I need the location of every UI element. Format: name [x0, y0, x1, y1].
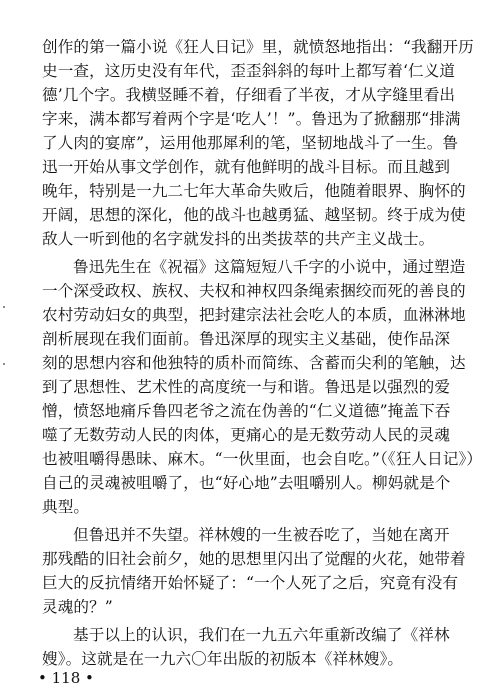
text-line: 灵魂的？”	[42, 598, 113, 616]
text-line: 噬了无数劳动人民的肉体，更痛心的是无数劳动人民的灵魂	[42, 426, 451, 444]
text-line: 德’几个字。我横竖睡不着，仔细看了半夜，才从字缝里看出	[42, 86, 456, 104]
text-line: 一个深受政权、族权、夫权和神权四条绳索捆绞而死的善良的	[42, 282, 466, 300]
text-line: 剖析展现在我们面前。鲁迅深厚的现实主义基础，使作品深	[42, 330, 451, 348]
scan-edge-mark	[3, 363, 5, 365]
text-line: 字来，满本都写着两个字是‘吃人’！”。鲁迅为了掀翻那“排满	[42, 110, 461, 128]
text-line: 典型。	[42, 498, 90, 516]
text-line: 开阔，思想的深化，他的战斗也越勇猛、越坚韧。终于成为使	[42, 206, 466, 224]
text-line: 自己的灵魂被咀嚼了，也“好心地”去咀嚼别人。柳妈就是个	[42, 474, 451, 492]
text-line: 巨大的反抗情绪开始怀疑了：“一个人死了之后，究竟有没有	[42, 574, 459, 592]
paragraph-start-line: 鲁迅先生在《祝福》这篇短短八千字的小说中，通过塑造	[73, 258, 466, 276]
text-line: 农村劳动妇女的典型，把封建宗法社会吃人的本质，血淋淋地	[42, 306, 466, 324]
paragraph-start-line: 基于以上的认识，我们在一九五六年重新改编了《祥林	[73, 626, 450, 644]
text-line: 到了思想性、艺术性的高度统一与和谐。鲁迅是以强烈的爱	[42, 378, 451, 396]
scan-edge-mark	[3, 306, 5, 308]
text-line: 刻的思想内容和他独特的质朴而简练、含蓄而尖利的笔触，达	[42, 354, 466, 372]
page-number: • 118 •	[38, 669, 94, 687]
paragraph-start-line: 但鲁迅并不失望。祥林嫂的一生被吞吃了，当她在离开	[73, 526, 450, 544]
text-line: 迅一开始从事文学创作，就有他鲜明的战斗目标。而且越到	[42, 158, 451, 176]
text-line: 嫂》。这就是在一九六〇年出版的初版本《祥林嫂》。	[42, 650, 404, 668]
text-line: 敌人一听到他的名字就发抖的出类拔萃的共产主义战士。	[42, 230, 435, 248]
text-line: 憎，愤怒地痛斥鲁四老爷之流在伪善的“仁义道德”掩盖下吞	[42, 402, 451, 420]
text-line: 那残酷的旧社会前夕，她的思想里闪出了觉醒的火花，她带着	[42, 550, 466, 568]
text-line: 史一查，这历史没有年代，歪歪斜斜的每叶上都写着‘仁义道	[42, 62, 456, 80]
text-line: 创作的第一篇小说《狂人日记》里，就愤怒地指出：“我翻开历	[42, 38, 474, 56]
text-line: 晚年，特别是一九二七年大革命失败后，他随着眼界、胸怀的	[42, 182, 466, 200]
text-line: 也被咀嚼得愚昧、麻木。“一伙里面，也会自吃。”（《狂人日记》）	[42, 450, 482, 468]
text-line: 了人肉的宴席”，运用他那犀利的笔，坚韧地战斗了一生。鲁	[42, 134, 459, 152]
